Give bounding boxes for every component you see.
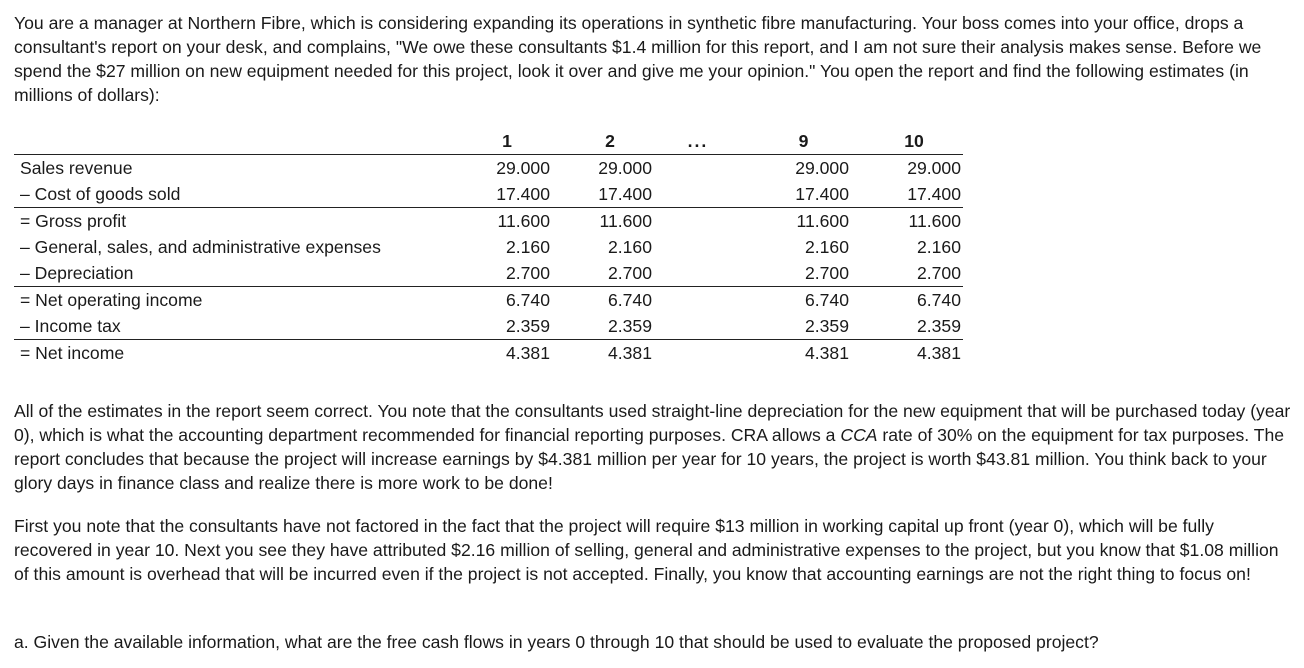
- table-row: [14, 181, 963, 208]
- cell-year-9: 4.381: [742, 340, 851, 367]
- cell-year-1: 11.600: [448, 208, 552, 235]
- cell-year-10: 2.160: [916, 237, 961, 257]
- table-row: [14, 340, 963, 367]
- row-label: = Net operating income: [14, 287, 448, 314]
- row-label: – Income tax: [20, 316, 121, 336]
- header-year-10: 10: [904, 131, 924, 151]
- header-label-cell: [14, 128, 448, 155]
- row-label: – Depreciation: [20, 263, 134, 283]
- cell-year-2: 4.381: [552, 340, 654, 367]
- cell-year-1: 2.160: [505, 237, 550, 257]
- cell-year-1: 2.700: [505, 263, 550, 283]
- cell-year-1: 2.359: [505, 316, 550, 336]
- table-row: [14, 208, 963, 235]
- row-label: – General, sales, and administrative expenses: [20, 237, 381, 257]
- cell-year-2: 11.600: [552, 208, 654, 235]
- cell-year-2: 17.400: [598, 184, 652, 204]
- cell-year-1: 29.000: [448, 155, 552, 182]
- header-year-1: 1: [502, 131, 512, 151]
- table-row: [14, 155, 963, 182]
- cell-year-1: 17.400: [496, 184, 550, 204]
- depreciation-paragraph: [14, 399, 1296, 495]
- table-header-row: [14, 128, 963, 155]
- cell-year-10: 17.400: [907, 184, 961, 204]
- cell-year-2: 2.160: [607, 237, 652, 257]
- cell-year-2: 2.359: [607, 316, 652, 336]
- cell-year-10: 2.700: [916, 263, 961, 283]
- header-year-2: 2: [605, 131, 615, 151]
- cell-year-9: 6.740: [742, 287, 851, 314]
- table-row: [14, 260, 963, 287]
- depreciation-text-end: rate of 30% on the equipment for tax purposes. The report concludes that because the project will increase earnings by $4.381 million per year for 10 years, the project is worth $43.81 million. You think back to your glory days in finance class and realize there is more work to be done!: [14, 425, 1285, 493]
- table-row: [14, 287, 963, 314]
- table-row: [14, 234, 963, 260]
- table-row: [14, 313, 963, 340]
- cell-year-9: 29.000: [742, 155, 851, 182]
- cell-year-2: 6.740: [552, 287, 654, 314]
- cell-year-2: 2.700: [607, 263, 652, 283]
- row-label: – Cost of goods sold: [20, 184, 181, 204]
- cell-year-2: 29.000: [552, 155, 654, 182]
- cell-year-10: 2.359: [916, 316, 961, 336]
- income-estimates-table: [14, 128, 963, 366]
- depreciation-text-start: All of the estimates in the report seem correct. You note that the consultants used straight-line depreciation for the new equipment that will be purchased today (year 0), which is what the accounting department recommended for financial reporting purposes. CRA allows a: [14, 401, 1291, 445]
- cell-year-10: 4.381: [851, 340, 963, 367]
- cell-year-1: 4.381: [448, 340, 552, 367]
- cell-year-9: 17.400: [795, 184, 849, 204]
- cell-year-10: 29.000: [851, 155, 963, 182]
- cell-year-9: 2.160: [804, 237, 849, 257]
- row-label: Sales revenue: [14, 155, 448, 182]
- row-label: = Gross profit: [14, 208, 448, 235]
- cca-term: CCA: [840, 425, 878, 445]
- working-capital-paragraph: First you note that the consultants have not factored in the fact that the project will require $13 million in working capital up front (year 0), which will be fully recovered in year 10. Next you see they have attributed $2.16 million of selling, general and administrative expenses to the project, but you know that $1.08 million of this amount is overhead that will be incurred even if the project is not accepted. Finally, you know that accounting earnings are not the right thing to focus on!: [14, 516, 1279, 584]
- cell-year-9: 2.359: [804, 316, 849, 336]
- cell-year-10: 11.600: [851, 208, 963, 235]
- intro-paragraph: You are a manager at Northern Fibre, which is considering expanding its operations in synthetic fibre manufacturing. Your boss comes into your office, drops a consultant's report on your desk, and complains, "We owe these consultants $1.4 million for this report, and I am not sure their analysis makes sense. Before we spend the $27 million on new equipment needed for this project, look it over and give me your opinion." You open the report and find the following estimates (in millions of dollars):: [14, 13, 1262, 105]
- cell-year-9: 11.600: [742, 208, 851, 235]
- row-label: = Net income: [14, 340, 448, 367]
- header-ellipsis: ...: [687, 131, 709, 151]
- cell-year-1: 6.740: [448, 287, 552, 314]
- question-a: a. Given the available information, what are the free cash flows in years 0 through 10 that should be used to evaluate the proposed project?: [14, 632, 1099, 652]
- cell-year-10: 6.740: [851, 287, 963, 314]
- header-year-9: 9: [798, 131, 809, 151]
- cell-year-9: 2.700: [804, 263, 849, 283]
